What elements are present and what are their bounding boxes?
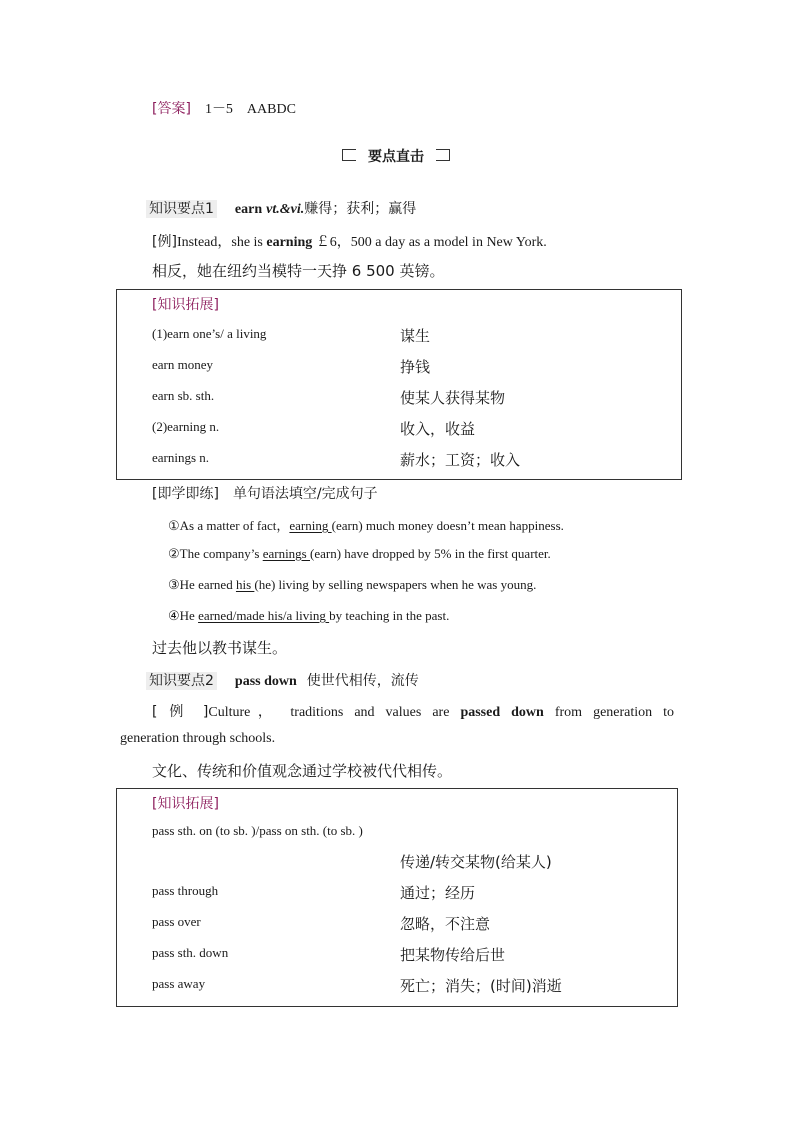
exercise-text: ③He earned xyxy=(168,577,236,592)
answer-label: [答案] xyxy=(152,101,191,117)
point1-pos: vt.&vi. xyxy=(266,202,305,217)
expand-term: pass sth. down xyxy=(152,945,229,960)
expand-term: pass over xyxy=(152,914,201,929)
expand-term: earn money xyxy=(152,357,214,372)
answer-line xyxy=(152,98,296,118)
p2-example-label: [ 例 ] xyxy=(152,704,209,720)
exercise-text: ①As a matter of fact， xyxy=(168,518,290,533)
expand-meaning: 收入，收益 xyxy=(400,420,476,438)
expand-meaning: 薪水；工资；收入 xyxy=(400,451,521,469)
expand-meaning: 谋生 xyxy=(400,327,431,345)
expand-term: (1)earn one’s/ a living xyxy=(152,326,267,341)
point2-translation: 文化、传统和价值观念通过学校被代代相传。 xyxy=(152,762,453,780)
exercise-item xyxy=(168,546,551,562)
expand-meaning: 把某物传给后世 xyxy=(400,946,506,964)
exercise-answer: earning xyxy=(289,518,332,533)
exercise4-translation: 过去他以教书谋生。 xyxy=(152,639,288,657)
practice-heading xyxy=(152,483,378,503)
point2-expand-first-zh: 传递/转交某物(给某人) xyxy=(400,853,552,871)
section-banner-title: 要点直击 xyxy=(356,146,436,166)
example-pre: Instead，she is xyxy=(176,235,267,250)
section-banner xyxy=(342,146,450,166)
point2-word: pass down xyxy=(234,674,297,689)
point1-meaning: 赚得；获利；赢得 xyxy=(304,201,417,217)
exercise-answer: earned/made his/a living xyxy=(198,608,330,623)
point2-example-line2: generation through schools. xyxy=(120,731,276,746)
exercise-text: by teaching in the past. xyxy=(329,608,450,623)
p2-example-bold: passed down xyxy=(460,705,544,720)
exercise-item xyxy=(168,515,564,534)
expand-meaning: 死亡；消失；(时间)消逝 xyxy=(400,977,562,995)
point1-example xyxy=(152,231,547,251)
exercise-item xyxy=(168,577,536,593)
exercise-text: (earn) much money doesn’t mean happiness. xyxy=(331,518,564,533)
point2-tag: 知识要点2 xyxy=(146,672,217,690)
expand-term: earnings n. xyxy=(152,450,210,465)
practice-label: [即学即练] xyxy=(152,486,219,502)
exercise-text: ④He xyxy=(168,608,199,623)
point1-heading xyxy=(146,198,416,218)
exercise-text: ②The company’s xyxy=(168,546,263,561)
expand-meaning: 忽略，不注意 xyxy=(400,915,491,933)
exercise-answer: earnings xyxy=(262,546,310,561)
point2-meaning: 使世代相传，流传 xyxy=(306,673,419,689)
expand-term: earn sb. sth. xyxy=(152,388,215,403)
expand-term: pass away xyxy=(152,976,206,991)
point2-expand-first-en: pass sth. on (to sb. )/pass on sth. (to sb. ) xyxy=(152,823,363,838)
example-post: ￡6，500 a day as a model in New York. xyxy=(312,235,547,250)
expand-term: (2)earning n. xyxy=(152,419,220,434)
point2-expand-title: [知识拓展] xyxy=(152,796,219,812)
expand-term: pass through xyxy=(152,883,219,898)
answer-value: 1－5 AABDC xyxy=(204,102,296,117)
exercise-item xyxy=(168,608,449,624)
exercise-text: (earn) have dropped by 5% in the first quarter. xyxy=(310,546,551,561)
point1-expand-title: [知识拓展] xyxy=(152,297,219,313)
example-label: [例] xyxy=(152,234,177,250)
practice-title: 单句语法填空/完成句子 xyxy=(232,486,378,502)
exercise-answer: his xyxy=(235,577,255,592)
point1-tag: 知识要点1 xyxy=(146,200,217,218)
point2-example-line1: [ 例 ]Culture， traditions and values are passed down from generation to xyxy=(152,704,675,720)
expand-meaning: 使某人获得某物 xyxy=(400,389,506,407)
expand-meaning: 挣钱 xyxy=(400,358,431,376)
example-bold: earning xyxy=(266,235,313,250)
point1-word: earn xyxy=(234,202,263,217)
exercise-text: (he) living by selling newspapers when he was young. xyxy=(254,577,537,592)
point1-translation: 相反，她在纽约当模特一天挣 6 500 英镑。 xyxy=(152,262,445,280)
point2-heading xyxy=(146,670,419,690)
expand-meaning: 通过；经历 xyxy=(400,884,476,902)
